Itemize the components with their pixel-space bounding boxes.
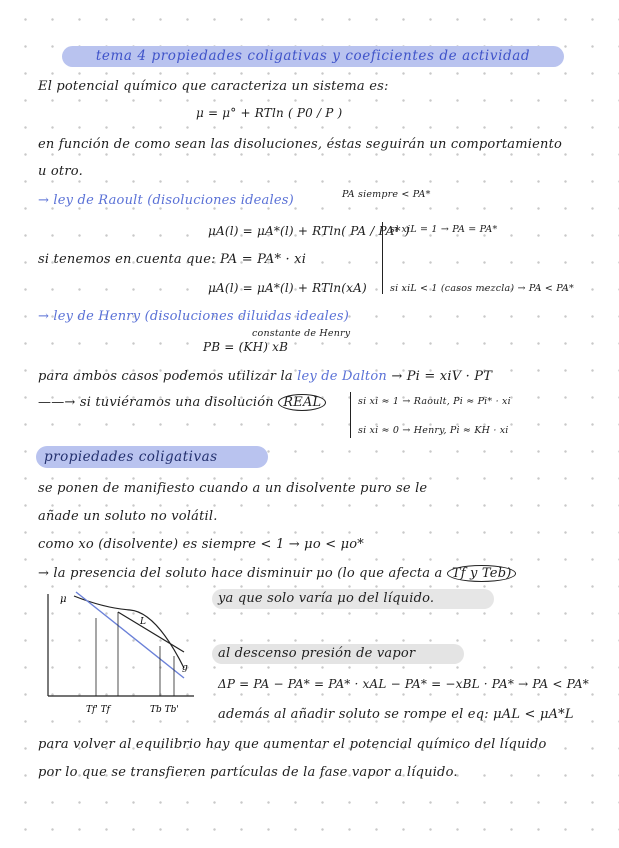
formula-delta-p: ΔP = PA − PA* = PA* · xAL − PA* = −xBL · PA* → PA < PA*	[218, 677, 589, 691]
case-2: si xiL < 1 (casos mezcla) → PA < PA*	[390, 283, 574, 294]
dalton-formula: → Pi = xiV · PT	[391, 369, 493, 384]
case-brace-2	[350, 392, 351, 438]
real-text: ——→ si tuviéramos una disolución	[38, 395, 274, 410]
real-circled: REAL	[278, 394, 326, 411]
formula-chemical-potential: μ = μ° + RTln ( P0 / P )	[196, 106, 343, 120]
real-line	[38, 394, 326, 412]
text-line-10	[38, 565, 516, 583]
potential-graph	[34, 588, 204, 718]
graph-tf-labels: Tf' Tf	[86, 705, 111, 715]
graph-curve-liquid-shifted	[76, 592, 184, 678]
graph-label-g: g	[182, 663, 188, 673]
section-heading: propiedades coligativas	[36, 446, 268, 468]
text-line-2: en función de como sean las disoluciones, éstas seguirán un comportamiento	[38, 137, 563, 152]
formula-raoult-x: μA(l) = μA*(l) + RTln(xA)	[208, 281, 367, 295]
text-line-7: se ponen de manifiesto cuando a un disolvente puro se le	[38, 481, 428, 496]
text-line-15: por lo que se transfieren partículas de la fase vapor a líquido.	[38, 765, 458, 780]
raoult-note: PA siempre < PA*	[342, 189, 431, 200]
graph-curve-liquid	[118, 612, 184, 652]
text-line-13: además al añadir soluto se rompe el eq: μAL < μA*L	[218, 707, 574, 722]
text-line-12: al descenso presión de vapor	[218, 646, 416, 661]
dalton-text: para ambos casos podemos utilizar la	[38, 369, 293, 384]
page-title: tema 4 propiedades coligativas y coeficientes de actividad	[62, 46, 564, 67]
graph-curve-solid	[74, 596, 184, 668]
graph-label-l: L	[140, 617, 146, 627]
text-line-10a: → la presencia del soluto hace disminuir μo (lo que afecta a	[38, 566, 443, 581]
tf-teb-circled: Tf y Teb)	[447, 565, 517, 582]
text-line-8: añade un soluto no volátil.	[38, 509, 218, 524]
graph-y-label: μ	[60, 594, 67, 605]
case-3: si xi ≈ 1 → Raoult, Pi ≈ Pi* · xi	[358, 396, 511, 407]
raoult-heading: → ley de Raoult (disoluciones ideales)	[38, 193, 294, 208]
dalton-line	[38, 368, 492, 386]
case-1: si xiL = 1 → PA = PA*	[390, 224, 498, 235]
henry-heading: → ley de Henry (disoluciones diluidas ideales)	[38, 309, 350, 324]
text-line-4: si tenemos en cuenta que: PA = PA* · xi	[38, 252, 307, 267]
henry-note: constante de Henry	[252, 328, 351, 339]
formula-henry: PB = (KH) xB	[203, 340, 289, 354]
text-line-14: para volver al equilibrio hay que aumentar el potencial químico del líquido	[38, 737, 547, 752]
formula-raoult: μA(l) = μA*(l) + RTln( PA / PA* )	[208, 224, 410, 238]
graph-tb-labels: Tb Tb'	[150, 705, 179, 715]
dalton-law: ley de Dalton	[297, 369, 387, 384]
text-line-9: como xo (disolvente) es siempre < 1 → μo < μo*	[38, 537, 364, 552]
case-brace-1	[382, 222, 383, 294]
text-line-3: u otro.	[38, 164, 83, 179]
text-line-11: ya que solo varía μo del líquido.	[218, 591, 435, 606]
case-4: si xi ≈ 0 → Henry, Pi ≈ KH · xi	[358, 425, 509, 436]
text-line-1: El potencial químico que caracteriza un sistema es:	[38, 79, 389, 94]
